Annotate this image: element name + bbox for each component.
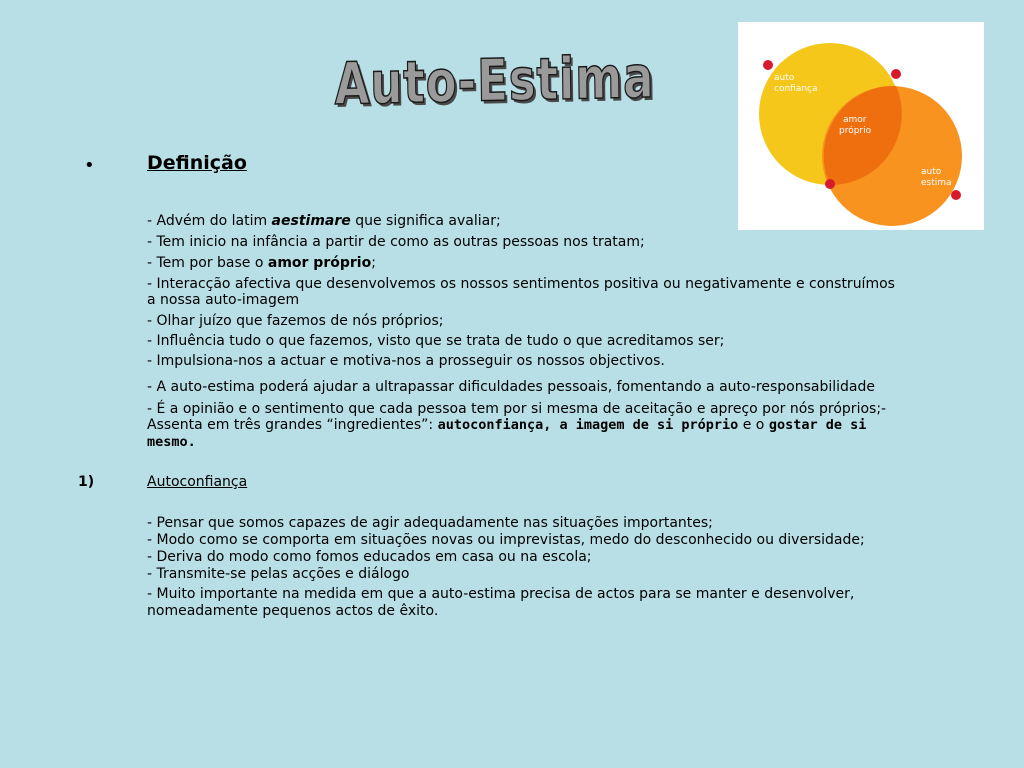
slide-title: Auto-Estima (334, 42, 655, 118)
definition-line-9c: mesmo. (147, 434, 196, 450)
definition-line-3: - Tem por base o amor próprio; (147, 255, 376, 271)
venn-dot (825, 179, 835, 189)
venn-svg (738, 22, 984, 230)
definition-line-4b: a nossa auto-imagem (147, 292, 300, 308)
venn-dot (891, 69, 901, 79)
definition-line-1: - Advém do latim aestimare que significa avaliar; (147, 213, 501, 229)
venn-dot (763, 60, 773, 70)
venn-label-left-2: confiança (774, 84, 818, 94)
venn-label-left-1: auto (774, 73, 795, 83)
autoconfianca-line-c: - Deriva do modo como fomos educados em casa ou na escola; (147, 549, 592, 565)
autoconfianca-line-d: - Transmite-se pelas acções e diálogo (147, 566, 410, 582)
venn-label-right-1: auto (921, 167, 942, 177)
autoconfianca-heading: Autoconfiança (147, 474, 248, 490)
definition-line-7: - Impulsiona-nos a actuar e motiva-nos a prosseguir os nossos objectivos. (147, 353, 665, 369)
definition-line-9a: - É a opinião e o sentimento que cada pessoa tem por si mesma de aceitação e apreço por nós próprios;- (147, 401, 887, 417)
venn-label-center-1: amor (843, 115, 867, 125)
section-number: 1) (78, 474, 95, 490)
bullet-marker: • (84, 155, 95, 176)
autoconfianca-line-e1: - Muito importante na medida em que a auto-estima precisa de actos para se manter e desenvolver, (147, 586, 855, 602)
definition-line-8: - A auto-estima poderá ajudar a ultrapassar dificuldades pessoais, fomentando a auto-responsabilidade (147, 379, 875, 395)
definition-line-4a: - Interacção afectiva que desenvolvemos os nossos sentimentos positiva ou negativamente e construímos (147, 276, 895, 292)
autoconfianca-line-a: - Pensar que somos capazes de agir adequadamente nas situações importantes; (147, 515, 713, 531)
definition-line-5: - Olhar juízo que fazemos de nós próprios; (147, 313, 444, 329)
definition-line-6: - Influência tudo o que fazemos, visto que se trata de tudo o que acreditamos ser; (147, 333, 725, 349)
venn-dot (951, 190, 961, 200)
definition-line-2: - Tem inicio na infância a partir de como as outras pessoas nos tratam; (147, 234, 645, 250)
venn-diagram (738, 22, 984, 230)
autoconfianca-line-e2: nomeadamente pequenos actos de êxito. (147, 603, 439, 619)
definition-heading: Definição (147, 152, 247, 174)
definition-line-9b: Assenta em três grandes “ingredientes”: autoconfiança, a imagem de si próprio e o gostar de si (147, 417, 867, 433)
venn-label-center-2: próprio (839, 126, 872, 136)
venn-label-right-2: estima (921, 178, 952, 188)
autoconfianca-line-b: - Modo como se comporta em situações novas ou imprevistas, medo do desconhecido ou diversidade; (147, 532, 865, 548)
